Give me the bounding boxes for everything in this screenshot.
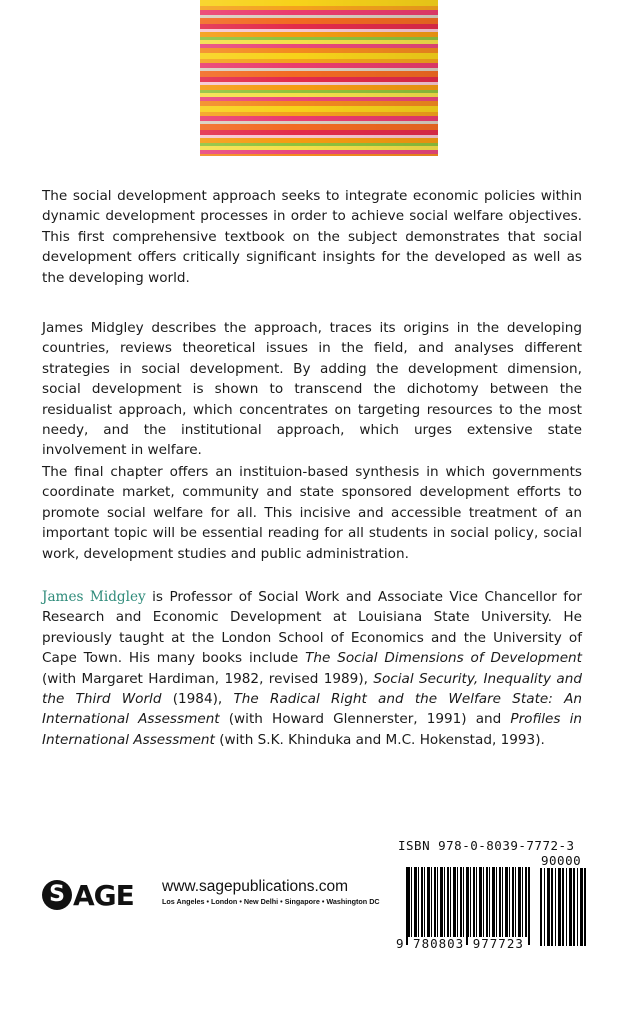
blurb-paragraph-2: James Midgley describes the approach, traces its origins in the developing countries, reviews theoretical issues in the field, and analyses different strategies in social development. By adding the development dimension, social development is shown to transcend the dichotomy between the residualist approach, which concentrates on targeting resources to the most needy, and the institutional approach, which urges extensive state involvement in welfare.	[42, 320, 582, 459]
publisher-url: www.sagepublications.com	[162, 878, 349, 895]
book-title-2: Social Security, Inequality and the Third World	[42, 670, 582, 708]
book-title-1: The Social Dimensions of Development	[305, 650, 582, 667]
blurb-paragraph-1: The social development approach seeks to integrate economic policies within dynamic development processes in order to achieve social welfare objectives. This first comprehensive textbook on the subject demonstrates that social development offers critically significant insights for the developed as well as the developing world.	[42, 188, 582, 286]
cover-stripes-shade	[200, 0, 438, 156]
publisher-cities: Los Angeles • London • New Delhi • Singapore • Washington DC	[162, 897, 380, 906]
barcode-main-bars	[408, 867, 528, 937]
author-bio-text-3: (1984),	[161, 691, 234, 708]
sage-logo	[42, 878, 134, 912]
barcode-addon-bars	[540, 868, 588, 946]
isbn-label: ISBN 978-0-8039-7772-3	[398, 838, 575, 853]
barcode-guard-right	[528, 867, 530, 945]
book-title-4: Profiles in International Assessment	[42, 711, 582, 748]
barcode-price-code: 90000	[541, 853, 582, 868]
sage-logo-mark: S	[42, 880, 72, 910]
author-bio-text-2: (with Margaret Hardiman, 1982, revised 1989),	[42, 670, 374, 687]
sage-logo-word: AGE	[73, 878, 134, 912]
author-bio-text-4: (with Howard Glennerster, 1991) and	[219, 711, 511, 728]
author-bio-text-1: is Professor of Social Work and Associate Vice Chancellor for Research and Economic Development at Louisiana State University. He previously taught at the London School of Economics and the University of Cape Town. His many books include	[42, 589, 583, 667]
author-bio	[42, 587, 582, 750]
barcode-digits: 9 780803 977723	[396, 936, 524, 951]
barcode-guard-left	[406, 867, 408, 945]
author-name: James Midgley	[42, 589, 146, 605]
book-title-3: The Radical Right and the Welfare State: An International Assessment	[42, 691, 582, 728]
blurb-paragraph-3: The final chapter offers an instituion-based synthesis in which governments coordinate market, community and state sponsored development efforts to promote social welfare for all. This incisive and accessible treatment of an important topic will be essential reading for all students in social policy, social work, development studies and public administration.	[42, 464, 582, 562]
author-bio-text-5: (with S.K. Khinduka and M.C. Hokenstad, 1993).	[214, 731, 545, 748]
barcode-guard-center	[466, 867, 468, 945]
